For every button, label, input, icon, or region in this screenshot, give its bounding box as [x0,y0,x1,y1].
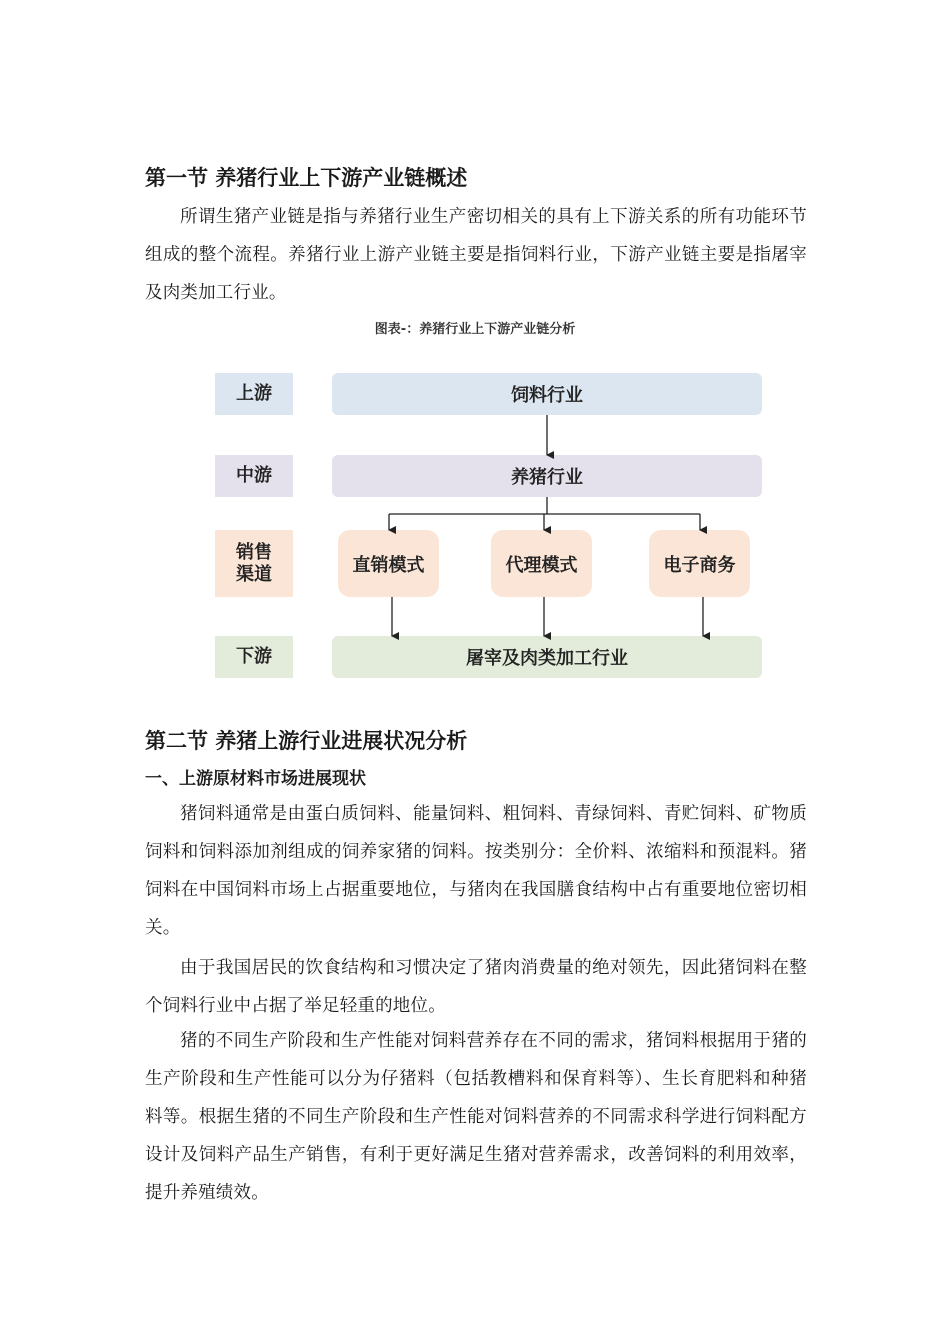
row-label-upstream: 上游 [215,373,293,415]
row-label-downstream: 下游 [215,636,293,678]
section1-paragraph: 所谓生猪产业链是指与养猪行业生产密切相关的具有上下游关系的所有功能环节组成的整个流程。养猪行业上游产业链主要是指饲料行业，下游产业链主要是指屠宰及肉类加工行业。 [145,207,807,303]
figure-caption: 图表-：养猪行业上下游产业链分析 [374,322,576,337]
row-label-sales-channel: 销售 渠道 [215,530,293,597]
node-agency: 代理模式 [491,530,592,597]
row-label-midstream: 中游 [215,455,293,497]
section2-title: 第二节 养猪上游行业进展状况分析 [145,729,468,753]
node-ecommerce: 电子商务 [649,530,750,597]
section2-paragraph-2: 由于我国居民的饮食结构和习惯决定了猪肉消费量的绝对领先，因此猪饲料在整个饲料行业中占据了举足轻重的地位。 [145,958,807,1016]
section2-paragraph-3: 猪的不同生产阶段和生产性能对饲料营养存在不同的需求，猪饲料根据用于猪的生产阶段和生产性能可以分为仔猪料（包括教槽料和保育料等）、生长育肥料和种猪料等。根据生猪的不同生产阶段和生产性能对饲料营养的不同需求科学进行饲料配方设计及饲料产品生产销售，有利于更好满足生猪对营养需求，改善饲料的利用效率，提升养殖绩效。 [145,1031,807,1203]
section1-title: 第一节 养猪行业上下游产业链概述 [145,166,468,190]
node-direct-sales: 直销模式 [338,530,439,597]
node-feed-industry: 饲料行业 [332,373,762,415]
node-pig-farming: 养猪行业 [332,455,762,497]
node-slaughter-processing: 屠宰及肉类加工行业 [332,636,762,678]
section2-paragraph-1: 猪饲料通常是由蛋白质饲料、能量饲料、粗饲料、青绿饲料、青贮饲料、矿物质饲料和饲料添加剂组成的饲养家猪的饲料。按类别分：全价料、浓缩料和预混料。猪饲料在中国饲料市场上占据重要地位，与猪肉在我国膳食结构中占有重要地位密切相关。 [145,804,807,938]
section2-subtitle: 一、上游原材料市场进展现状 [145,769,366,789]
